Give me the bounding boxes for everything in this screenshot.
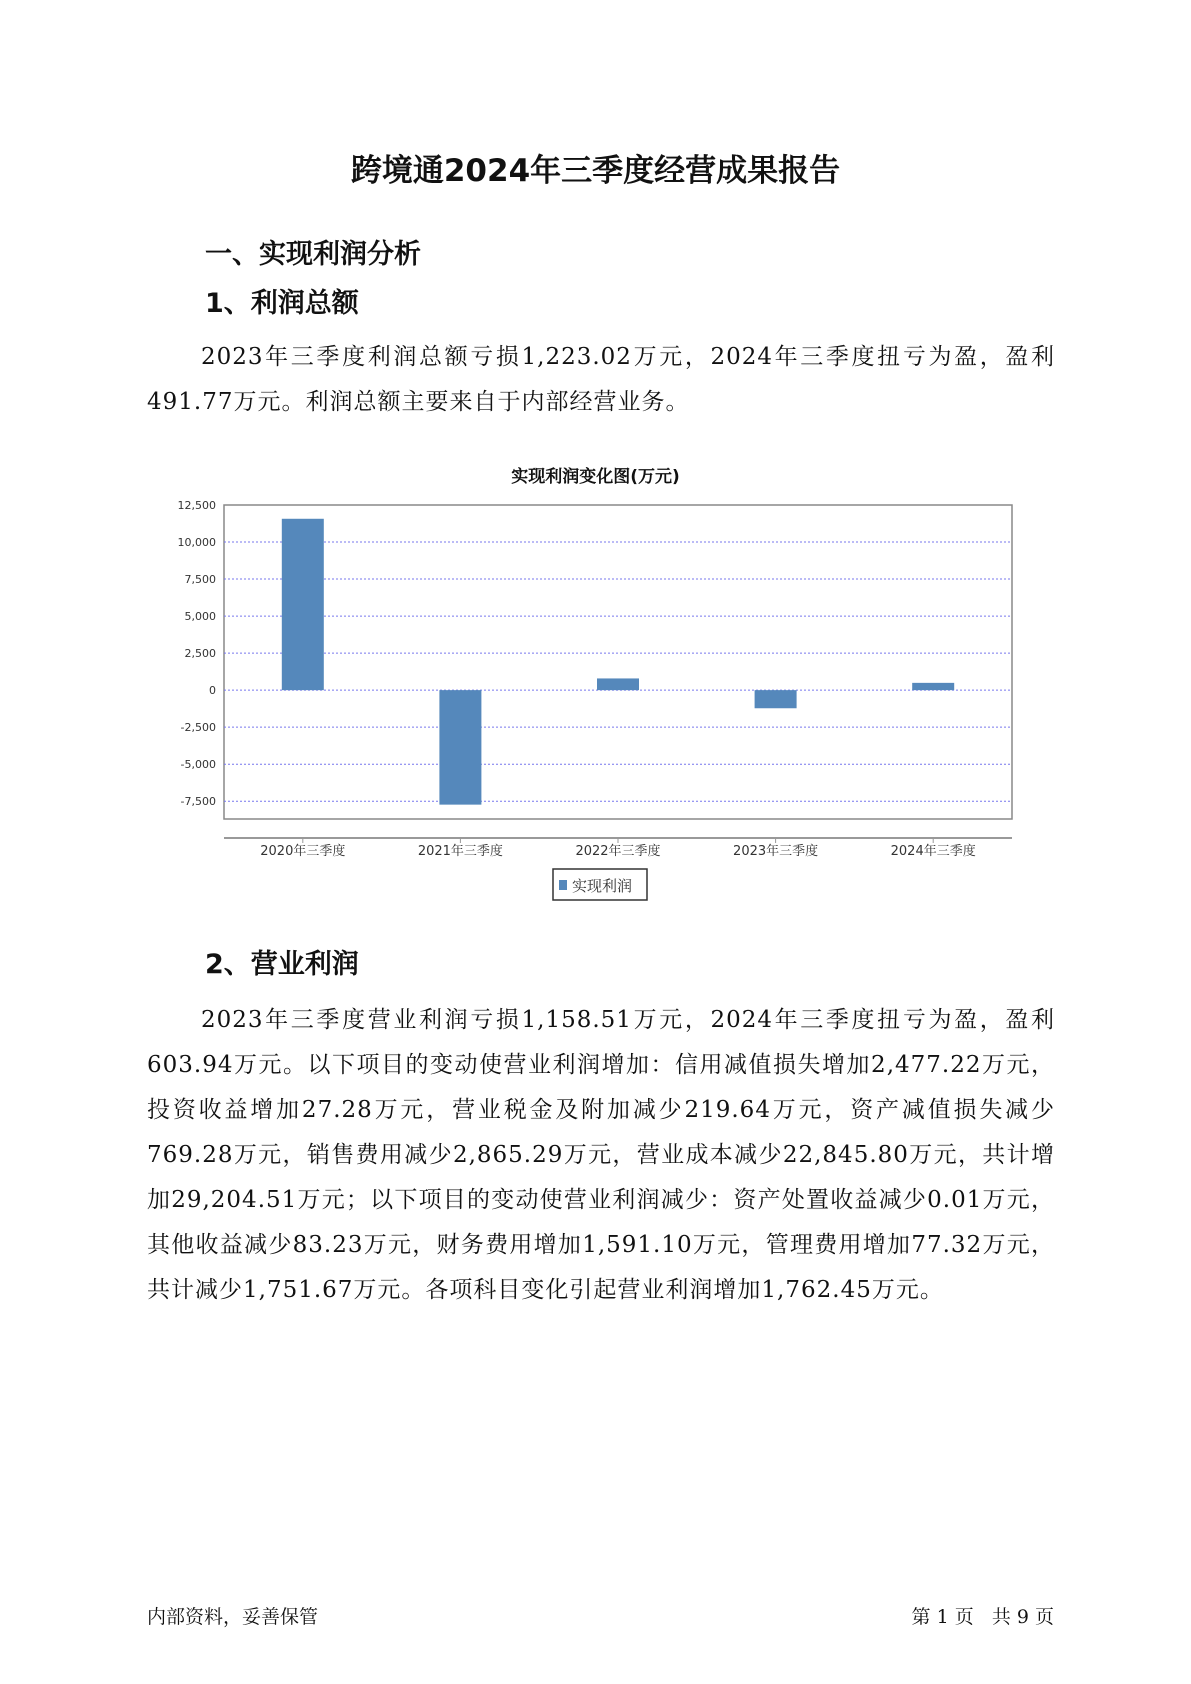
- plot-area: [224, 505, 1012, 819]
- bar-2021年三季度: [439, 690, 481, 804]
- bar-2023年三季度: [755, 690, 797, 708]
- operating-profit-paragraph: 2023年三季度营业利润亏损1,158.51万元，2024年三季度扭亏为盈，盈利603.94万元。以下项目的变动使营业利润增加：信用减值损失增加2,477.22万元，投资收益增加27.28万元，营业税金及附加减少219.64万元，资产减值损失减少769.28万元，销售费用减少2,865.29万元，营业成本减少22,845.80万元，共计增加29,204.51万元；以下项目的变动使营业利润减少：资产处置收益减少0.01万元，其他收益减少83.23万元，财务费用增加1,591.10万元，管理费用增加77.32万元，共计减少1,751.67万元。各项科目变化引起营业利润增加1,762.45万元。: [147, 1007, 1055, 1303]
- bar-2022年三季度: [597, 678, 639, 690]
- y-tick-label: 12,500: [177, 499, 216, 512]
- section-heading: 一、实现利润分析: [205, 239, 421, 270]
- y-tick-label: -5,000: [180, 758, 216, 772]
- y-tick-label: 2,500: [184, 647, 216, 661]
- x-tick-label: 2021年三季度: [417, 844, 503, 859]
- y-tick-label: 7,500: [184, 573, 216, 587]
- y-tick-label: 5,000: [184, 610, 216, 624]
- x-tick-label: 2024年三季度: [890, 844, 976, 859]
- y-tick-label: 10,000: [177, 536, 216, 550]
- y-tick-label: -2,500: [180, 721, 216, 735]
- subsection-heading: 2、营业利润: [205, 949, 359, 980]
- x-tick-label: 2020年三季度: [260, 844, 346, 859]
- footer-page-number: 第 1 页 共 9 页: [911, 1606, 1054, 1628]
- legend-swatch: [559, 880, 567, 890]
- x-tick-label: 2023年三季度: [733, 844, 819, 859]
- chart-title: 实现利润变化图(万元): [511, 467, 680, 487]
- y-tick-label: 0: [209, 684, 216, 698]
- y-tick-label: -7,500: [180, 795, 216, 809]
- bar-2024年三季度: [912, 683, 954, 690]
- subsection-heading: 1、利润总额: [205, 288, 359, 319]
- profit-total-paragraph: 2023年三季度利润总额亏损1,223.02万元，2024年三季度扭亏为盈，盈利491.77万元。利润总额主要来自于内部经营业务。: [147, 344, 1055, 415]
- report-title: 跨境通2024年三季度经营成果报告: [350, 153, 841, 189]
- bar-2020年三季度: [282, 519, 324, 690]
- legend-label: 实现利润: [572, 877, 633, 895]
- footer-confidential: 内部资料，妥善保管: [147, 1606, 319, 1628]
- x-tick-label: 2022年三季度: [575, 844, 661, 859]
